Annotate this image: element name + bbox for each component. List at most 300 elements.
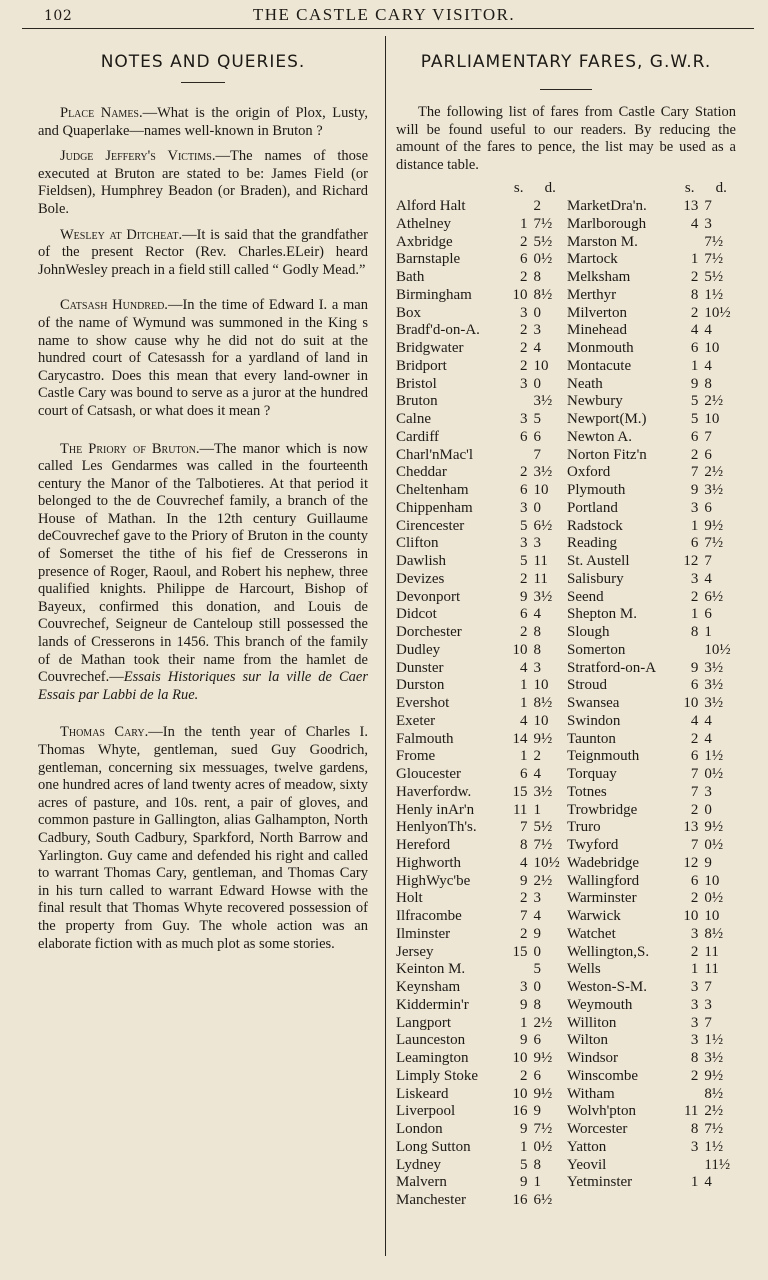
station-name: Barnstaple (396, 251, 461, 268)
fare-pence: 4 (704, 322, 712, 339)
fare-shillings (681, 1157, 698, 1175)
station-name: Neath (566, 375, 603, 392)
fare-shillings: 6 (519, 766, 528, 783)
note-wesley (38, 227, 368, 280)
fare-pence: 4 (704, 712, 712, 729)
fare-pence: 7½ (704, 1121, 724, 1138)
fare-row (396, 234, 738, 252)
station-name: Axbridge (396, 233, 453, 250)
station-name: Dunster (396, 659, 444, 676)
station-name: Jersey (396, 943, 434, 960)
station-name: Malvern (396, 1174, 447, 1191)
fare-shillings: 3 (690, 1014, 699, 1031)
fare-row (396, 660, 738, 678)
fare-pence: 8½ (704, 1085, 724, 1102)
station-name: Leamington (396, 1050, 469, 1067)
fare-shillings: 6 (519, 251, 528, 268)
fare-pence: 1 (704, 624, 712, 641)
fare-pence: 4 (704, 570, 712, 587)
fare-row (396, 784, 738, 802)
fare-shillings: 10 (512, 1085, 528, 1102)
fare-row (396, 1103, 738, 1121)
fare-pence: 4 (704, 1174, 712, 1191)
fare-shillings: 9 (519, 996, 528, 1013)
station-name: Minehead (566, 322, 627, 339)
pence-header: d. (715, 180, 727, 197)
station-name: Cardiff (396, 428, 440, 445)
fare-pence: 3½ (533, 393, 553, 410)
station-name: Bruton (396, 393, 438, 410)
fare-shillings: 5 (690, 411, 699, 428)
station-name: Devonport (396, 588, 461, 605)
fare-row (396, 482, 738, 500)
fare-pence: 10½ (704, 641, 731, 658)
fare-row (396, 500, 738, 518)
fare-row (396, 695, 738, 713)
note-text: —In the time of Edward I. a man of the name of Wymund was summoned in the King s name to show cause why he did not do suit at the hundred court of Catesassh for a yardland of land in Carycastro. Does this mean that every land-owner in Castle Cary was bound to serve as a juror at the hundred court of Catsash, or what does it mean ? (38, 297, 368, 419)
station-name: Athelney (396, 215, 451, 232)
fare-pence: 8½ (704, 925, 724, 942)
station-name: Warwick (566, 908, 621, 925)
fare-pence: 7½ (533, 215, 553, 232)
station-name: Haverfordw. (396, 783, 472, 800)
fare-row (396, 855, 738, 873)
station-name: Windsor (566, 1050, 619, 1067)
fare-pence: 1½ (704, 1032, 724, 1049)
fare-pence: 6 (533, 1032, 541, 1049)
station-name: Durston (396, 677, 445, 694)
fare-pence: 9½ (704, 517, 724, 534)
notes-column (38, 48, 368, 953)
shillings-header: s. (513, 180, 524, 197)
fare-row (396, 376, 738, 394)
fare-shillings: 9 (519, 588, 528, 605)
fare-shillings (510, 198, 527, 216)
note-judge-jeffery (38, 148, 368, 218)
station-name: Swindon (566, 712, 621, 729)
fare-pence: 11 (704, 961, 719, 978)
note-text: —What is the origin of Plox, Lusty, and Quaperlake—names well-known in Bruton ? (38, 105, 368, 139)
station-name: Ilfracombe (396, 908, 462, 925)
fare-row (396, 305, 738, 323)
station-name: Newton A. (566, 428, 632, 445)
station-name: Milverton (566, 304, 627, 321)
fare-shillings: 7 (690, 837, 699, 854)
station-name: Long Sutton (396, 1138, 471, 1155)
fare-pence: 9½ (704, 819, 724, 836)
fare-shillings: 6 (690, 677, 699, 694)
station-name: Teignmouth (566, 748, 640, 765)
station-name: HighWyc'be (396, 872, 471, 889)
fare-shillings: 5 (690, 393, 699, 410)
fare-shillings (510, 447, 527, 465)
fare-shillings: 2 (519, 233, 528, 250)
fare-pence: 7½ (533, 837, 553, 854)
fare-pence: 8 (704, 375, 712, 392)
fare-shillings: 6 (519, 482, 528, 499)
fares-title: PARLIAMENTARY FARES, G.W.R. (420, 52, 712, 72)
note-text: —The names of those executed at Bruton are stated to be: James Field (or Fieldsen), Humphrey Beadon (or Braden), and Richard Bole. (38, 148, 369, 217)
fare-pence: 8½ (533, 695, 553, 712)
station-name: Radstock (566, 517, 623, 534)
station-name: Cheltenham (396, 482, 469, 499)
fare-shillings: 10 (512, 286, 528, 303)
station-name: Hereford (396, 837, 451, 854)
station-name: MarketDra'n. (566, 198, 647, 215)
note-thomas-cary (38, 724, 368, 953)
fare-shillings: 4 (690, 322, 699, 339)
fare-pence: 7 (704, 428, 712, 445)
fare-pence: 3½ (704, 482, 724, 499)
fare-shillings: 1 (519, 695, 528, 712)
fare-shillings: 8 (690, 624, 699, 641)
fare-row (396, 944, 738, 962)
fare-shillings: 1 (690, 251, 699, 268)
fare-pence: 10½ (533, 854, 560, 871)
station-name: Shepton M. (566, 606, 637, 623)
station-name: Taunton (566, 730, 616, 747)
fare-shillings: 6 (519, 428, 528, 445)
fare-shillings: 3 (690, 570, 699, 587)
station-name: Ilminster (396, 925, 451, 942)
fare-pence: 2½ (533, 872, 553, 889)
station-name: Bath (396, 269, 425, 286)
fare-pence: 3½ (704, 1050, 724, 1067)
fare-row (396, 606, 738, 624)
fare-row (396, 837, 738, 855)
fare-pence: 3 (533, 535, 541, 552)
fare-shillings: 2 (519, 464, 528, 481)
station-name: Bradf'd-on-A. (396, 322, 480, 339)
note-heading: Catsash Hundred. (60, 297, 168, 314)
station-name: Lydney (396, 1156, 441, 1173)
fare-shillings: 12 (683, 553, 699, 570)
notes-title-rule (181, 82, 225, 83)
fare-pence: 1 (533, 1174, 541, 1191)
fare-shillings: 3 (690, 1032, 699, 1049)
station-name: Twyford (566, 837, 619, 854)
fare-shillings: 2 (519, 322, 528, 339)
fare-pence: 6½ (533, 1192, 553, 1209)
note-text: —The manor which is now called Les Gendarmes was called in the fourteenth century the Manor of the Talbotieres. At that period it belonged to the de Couvrechef family, a branch of the House of Mathan. In the 12th century Guillaume deCouvrechef gave to the Priory of Bruton in the county of Somerset the tithe of his fief de Cresserons in presence of Roger, Raoul, and Robert his nephew, three qualified knights. Philippe de Harcourt, Bishop of Bayeux, confirmed this donation, and Louis de Couvrechef, Seigneur de Canteloup still possessed the lands of Cresserons in 1456. This branch of the family of de Mathan took their name from the hamlet de Couvrechef.— (38, 440, 369, 686)
fare-shillings: 2 (690, 943, 699, 960)
header-rule (22, 28, 754, 29)
station-name: Stratford-on-A (566, 659, 657, 676)
fare-shillings: 7 (519, 819, 528, 836)
station-name: Yatton (566, 1138, 607, 1155)
fare-row (396, 287, 738, 305)
fare-shillings: 1 (690, 1174, 699, 1191)
station-name: Henly inAr'n (396, 801, 475, 818)
station-name: Truro (566, 819, 601, 836)
notes-title: NOTES AND QUERIES. (100, 52, 306, 72)
fare-pence: 5 (533, 411, 541, 428)
fare-shillings: 2 (519, 357, 528, 374)
fare-pence: 9 (533, 925, 541, 942)
fare-shillings: 3 (519, 535, 528, 552)
fare-shillings: 1 (519, 1138, 528, 1155)
fare-shillings: 1 (690, 606, 699, 623)
station-name: Montacute (566, 357, 632, 374)
fare-shillings: 5 (519, 1156, 528, 1173)
fare-pence: 3½ (533, 783, 553, 800)
fare-shillings: 1 (519, 215, 528, 232)
station-name: Totnes (566, 783, 607, 800)
fare-shillings: 4 (519, 854, 528, 871)
fare-pence: 6 (704, 446, 712, 463)
station-name: Somerton (566, 641, 626, 658)
fare-pence: 1½ (704, 748, 724, 765)
fare-shillings: 9 (519, 872, 528, 889)
station-name: Witham (566, 1085, 615, 1102)
station-name: Weymouth (566, 996, 633, 1013)
page-header (0, 0, 768, 36)
fare-shillings: 4 (690, 712, 699, 729)
fare-shillings: 13 (683, 819, 699, 836)
note-text: —In the tenth year of Charles I. Thomas Whyte, gentleman, sued Guy Goodrich, gentleman, concerning six messuages, twelve gardens, one hundred acres of land twenty acres of meadow, sixty acres of pasture, and 10s. rent, a pair of gloves, and common pasture in Gallington, alias Galhampton, North Cadbury, South Cadbury, Sparkford, North Barrow and Yarlington. Guy came and defended his right and called to warrant Thomas Cary, gentleman, and Thomas Cary in his turn called to warrant Edward Howse with the final result that Thomas Whyte recovered possession of the property from Guy. The whole action was an elaborate fiction with as much plot as some stories. (38, 724, 368, 952)
fare-shillings (681, 1192, 698, 1210)
fare-row (396, 1015, 738, 1033)
fare-pence: 5½ (533, 233, 553, 250)
fare-shillings: 15 (512, 943, 528, 960)
fare-row (396, 411, 738, 429)
station-name: Liverpool (396, 1103, 456, 1120)
fare-shillings: 1 (519, 748, 528, 765)
fare-pence: 4 (533, 606, 541, 623)
fare-shillings: 6 (690, 535, 699, 552)
fare-shillings: 13 (683, 198, 699, 215)
fare-shillings (681, 1086, 698, 1104)
fare-pence: 10 (704, 340, 720, 357)
fare-row (396, 1050, 738, 1068)
station-name: Worcester (566, 1121, 628, 1138)
note-heading: Thomas Cary. (60, 724, 149, 741)
fare-shillings: 2 (690, 890, 699, 907)
fare-row (396, 731, 738, 749)
fare-shillings: 4 (690, 215, 699, 232)
fare-pence: 2½ (704, 464, 724, 481)
fare-row (396, 1192, 738, 1210)
fare-row (396, 1157, 738, 1175)
fare-shillings: 2 (690, 1067, 699, 1084)
fare-shillings: 12 (683, 854, 699, 871)
fare-shillings: 8 (690, 1050, 699, 1067)
station-name: Norton Fitz'n (566, 446, 647, 463)
fare-shillings: 3 (690, 925, 699, 942)
fare-row (396, 979, 738, 997)
fare-row (396, 1086, 738, 1104)
fare-shillings: 3 (690, 996, 699, 1013)
fare-shillings: 15 (512, 783, 528, 800)
fare-row (396, 642, 738, 660)
fare-pence: 0 (533, 304, 541, 321)
station-name: Chippenham (396, 499, 473, 516)
station-name: Oxford (566, 464, 611, 481)
fare-row (396, 1174, 738, 1192)
fare-pence: 3½ (533, 588, 553, 605)
fare-pence: 9 (533, 1103, 541, 1120)
station-name: Dorchester (396, 624, 462, 641)
fare-shillings: 3 (690, 979, 699, 996)
fare-row (396, 997, 738, 1015)
station-name: Birmingham (396, 286, 472, 303)
fare-row (396, 553, 738, 571)
fare-shillings: 7 (690, 783, 699, 800)
station-name: Newport(M.) (566, 411, 647, 428)
fare-pence: 9½ (704, 1067, 724, 1084)
fare-shillings (681, 642, 698, 660)
fare-row (396, 198, 738, 216)
fare-row (396, 819, 738, 837)
fare-shillings: 3 (690, 499, 699, 516)
fare-pence: 7 (704, 198, 712, 215)
fare-row (396, 624, 738, 642)
station-name (567, 1192, 681, 1210)
fare-row (396, 748, 738, 766)
fare-pence: 6½ (533, 517, 553, 534)
station-name: Calne (396, 411, 431, 428)
fare-shillings: 2 (690, 801, 699, 818)
fare-pence: 0½ (704, 890, 724, 907)
fare-shillings: 6 (690, 872, 699, 889)
fare-pence: 10 (533, 357, 549, 374)
column-divider (385, 36, 386, 1256)
shillings-header: s. (684, 180, 695, 197)
station-name: Weston-S-M. (566, 979, 648, 996)
fare-shillings: 2 (519, 269, 528, 286)
fare-shillings: 10 (683, 908, 699, 925)
note-priory (38, 441, 368, 705)
station-name: Dudley (396, 641, 441, 658)
fare-pence: 8 (533, 996, 541, 1013)
fare-shillings: 7 (690, 766, 699, 783)
fare-pence: 6 (704, 606, 712, 623)
station-name: Devizes (396, 570, 445, 587)
station-name: Yetminster (566, 1174, 633, 1191)
note-heading: Judge Jeffery's Victims. (60, 148, 216, 165)
fare-pence: 4 (533, 908, 541, 925)
station-name: Didcot (396, 606, 437, 623)
fare-pence: 11 (533, 553, 548, 570)
station-name: Keinton M. (396, 961, 466, 978)
fare-shillings (510, 393, 527, 411)
fare-shillings: 8 (519, 837, 528, 854)
fare-shillings: 6 (690, 340, 699, 357)
fare-shillings: 1 (519, 677, 528, 694)
station-name: Plymouth (566, 482, 626, 499)
note-citation: Essais Historiques sur la ville de Caer Essais par Labbi de la Rue. (38, 669, 368, 703)
station-name: Falmouth (396, 730, 454, 747)
station-name: Williton (566, 1014, 617, 1031)
fare-shillings: 3 (519, 304, 528, 321)
fare-pence: 11½ (704, 1156, 731, 1173)
fare-shillings: 3 (519, 375, 528, 392)
fare-shillings: 1 (690, 961, 699, 978)
station-name: Gloucester (396, 766, 461, 783)
station-name: Melksham (566, 269, 631, 286)
fare-row (396, 447, 738, 465)
station-name: Kiddermin'r (396, 996, 469, 1013)
fare-pence: 8 (533, 624, 541, 641)
note-text: —It is said that the grandfather of the present Rector (Rev. Charles.ELeir) heard JohnWesley preach in a field still called “ Godly Mead.” (38, 226, 368, 278)
fare-pence: 2½ (704, 1103, 724, 1120)
fare-pence: 11 (704, 943, 719, 960)
station-name: Yeovil (566, 1156, 607, 1173)
fare-shillings: 2 (519, 570, 528, 587)
station-name: Alford Halt (396, 198, 466, 215)
note-place-names (38, 105, 368, 140)
fare-shillings: 3 (519, 979, 528, 996)
fare-pence: 11 (533, 570, 548, 587)
fare-pence: 3½ (704, 659, 724, 676)
station-name: Warminster (566, 890, 637, 907)
station-name: Newbury (566, 393, 623, 410)
fare-row (396, 961, 738, 979)
fare-shillings: 9 (519, 1121, 528, 1138)
fare-shillings: 2 (519, 624, 528, 641)
fare-pence: 10 (704, 908, 720, 925)
fare-row (396, 429, 738, 447)
fare-pence: 3½ (704, 695, 724, 712)
station-name: Evershot (396, 695, 450, 712)
station-name: Bridgwater (396, 340, 464, 357)
fare-row (396, 340, 738, 358)
fare-pence: 10 (704, 872, 720, 889)
fare-pence: 0 (533, 375, 541, 392)
fare-row (396, 802, 738, 820)
fare-row (396, 1068, 738, 1086)
fare-pence: 7 (704, 553, 712, 570)
fare-pence: 7½ (704, 233, 724, 250)
station-name: Liskeard (396, 1085, 449, 1102)
station-name: Reading (566, 535, 617, 552)
station-name: Portland (566, 499, 618, 516)
fare-shillings: 4 (519, 659, 528, 676)
fare-pence: 0 (533, 499, 541, 516)
fare-pence: 9½ (533, 730, 553, 747)
fare-pence: 3 (533, 322, 541, 339)
station-name: Keynsham (396, 979, 461, 996)
fare-shillings: 11 (512, 801, 528, 818)
fare-pence: 7½ (533, 1121, 553, 1138)
fare-pence: 0 (704, 801, 712, 818)
fare-pence: 10 (533, 482, 549, 499)
fare-shillings: 9 (690, 375, 699, 392)
fare-shillings: 3 (519, 499, 528, 516)
fare-pence: 2½ (533, 1014, 553, 1031)
station-name: Slough (566, 624, 610, 641)
station-name: Watchet (566, 925, 616, 942)
fare-pence: 7 (704, 979, 712, 996)
fare-pence: 10 (704, 411, 720, 428)
station-name: Winscombe (566, 1067, 639, 1084)
note-heading: Wesley at Ditcheat. (60, 226, 183, 243)
station-name: Monmouth (566, 340, 634, 357)
fare-pence: 3½ (533, 464, 553, 481)
fare-shillings: 1 (690, 357, 699, 374)
fare-row (396, 873, 738, 891)
station-name: Highworth (396, 854, 461, 871)
station-name: Launceston (396, 1032, 466, 1049)
fare-shillings: 7 (690, 464, 699, 481)
fare-shillings: 7 (519, 908, 528, 925)
fare-row (396, 269, 738, 287)
station-name: Limply Stoke (396, 1067, 479, 1084)
fares-table (396, 180, 738, 1210)
fare-pence: 7½ (704, 535, 724, 552)
fare-shillings: 10 (512, 641, 528, 658)
station-name: Langport (396, 1014, 451, 1031)
